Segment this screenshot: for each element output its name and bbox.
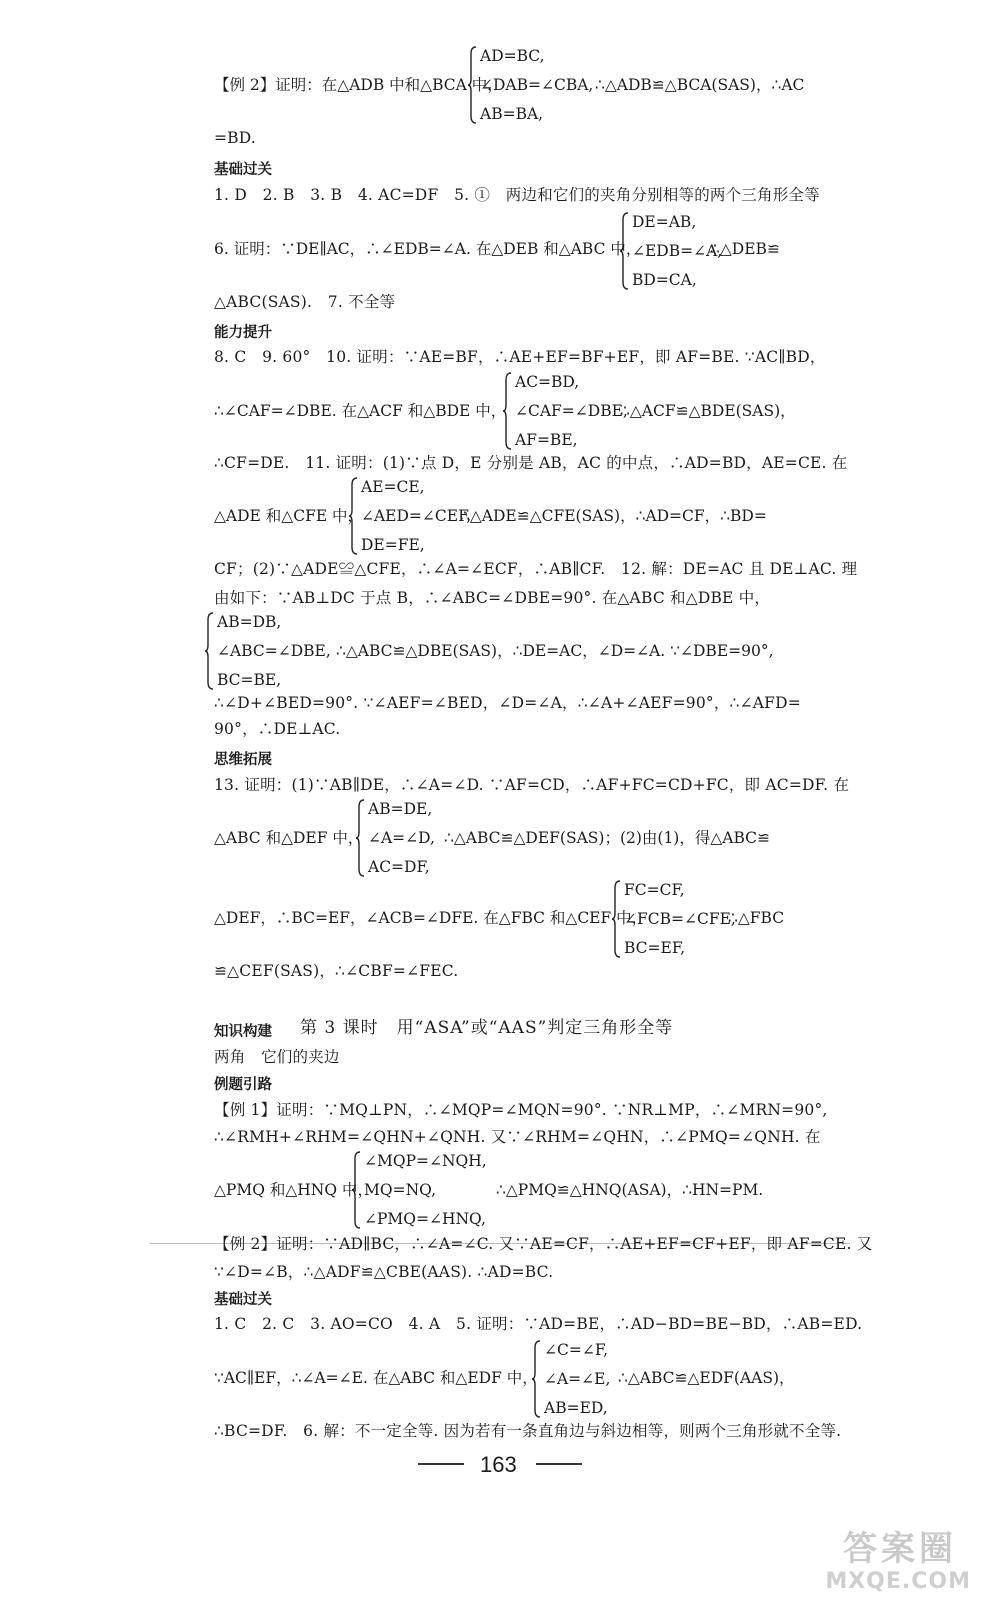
answer-line: 1. D 2. B 3. B 4. AC=DF 5. ① 两边和它们的夹角分别相等的两个三角形全等 [214,186,820,204]
answer-line: 两角 它们的夹边 [214,1048,340,1066]
q13-lead: △ABC 和△DEF 中， [214,829,364,847]
answer-line: 【例 2】证明：∵AD∥BC，∴∠A=∠C. 又∵AE=CF，∴AE+EF=CF+EF，即 AF=CE. 又 [214,1235,873,1253]
system-row: AB=DB, [217,613,282,631]
page-number-dash-right [536,1463,582,1465]
section-heading: 能力提升 [214,325,272,341]
watermark-text: 答案圈 [843,1529,957,1569]
answer-line: 【例 1】证明：∵MQ⊥PN，∴∠MQP=∠MQN=90°. ∵NR⊥MP，∴∠MRN=90°, [214,1101,828,1119]
system-row: AB=DE, [368,800,433,818]
q13b-lead: △DEF，∴BC=EF，∠ACB=∠DFE. 在△FBC 和△CEF 中， [214,909,648,927]
answer-line: ∴BC=DF. 6. 解：不一定全等. 因为若有一条直角边与斜边相等，则两个三角形就不全等. [214,1422,842,1440]
left-brace-icon [620,212,629,290]
system-row: AF=BE, [515,431,578,449]
answer-line: ∴∠D+∠BED=90°. ∵∠AEF=∠BED，∠D=∠A，∴∠A+∠AEF=90°，∴∠AFD= [214,694,801,712]
page-number-dash-left [418,1463,464,1465]
ex1-lead: △PMQ 和△HNQ 中， [214,1181,373,1199]
q13-tail: ∴△ABC≌△DEF(SAS)；(2)由(1)，得△ABC≌ [444,829,770,847]
system-row: BC=BE, [217,671,282,689]
system-row: AD=BC, [480,47,545,65]
left-brace-icon [468,46,477,124]
system-row: DE=FE, [361,536,425,554]
answer-line: CF；(2)∵△ADE≌△CFE，∴∠A=∠ECF，∴AB∥CF. 12. 解：DE=AC 且 DE⊥AC. 理 [214,560,858,578]
q10-tail: ∴△ACF≌△BDE(SAS)， [620,402,796,420]
left-brace-icon [356,799,365,877]
section-heading: 知识构建 [214,1024,272,1040]
answer-line: ∴∠RMH+∠RHM=∠QHN+∠QNH. 又∵∠RHM=∠QHN，∴∠PMQ=∠QNH. 在 [214,1128,821,1146]
system-row: AC=BD, [515,373,580,391]
system-row: DE=AB, [632,213,697,231]
system-row: ∠EDB=∠A, [632,242,723,260]
section-heading: 思维拓展 [214,752,272,768]
system-row: AB=BA, [480,105,544,123]
answer-line: 8. C 9. 60° 10. 证明：∵AE=BF，∴AE+EF=BF+EF，即 AF=BE. ∵AC∥BD， [214,348,826,366]
answer-line: 90°，∴DE⊥AC. [214,720,341,738]
q6-lead: 6. 证明：∵DE∥AC，∴∠EDB=∠A. 在△DEB 和△ABC 中， [214,240,642,258]
system-row: ∠AED=∠CEF, [361,507,472,525]
system-row: AC=DF, [368,858,430,876]
left-brace-icon [532,1340,541,1418]
system-row: FC=CF, [624,881,685,899]
q5-tail: ∴△ABC≌△EDF(AAS)， [618,1369,795,1387]
system-row: BD=CA, [632,271,697,289]
ex2-lead: 【例 2】证明：在△ADB 中和△BCA 中， [214,76,503,94]
system-row: MQ=NQ, [364,1181,436,1199]
system-row: ∠A=∠D, [368,829,435,847]
system-row: AB=ED, [544,1399,608,1417]
q12-tail: ∴△ABC≌△DBE(SAS)，∴DE=AC，∠D=∠A. ∵∠DBE=90°, [336,642,774,660]
q6-tail: ∴△DEB≌ [710,240,780,258]
q10-lead: ∴∠CAF=∠DBE. 在△ACF 和△BDE 中， [214,402,507,420]
left-brace-icon [503,372,512,450]
answer-line: 13. 证明：(1)∵AB∥DE，∴∠A=∠D. ∵AF=CD，∴AF+FC=CD+FC，即 AC=DF. 在 [214,776,850,794]
section-heading: 基础过关 [214,1292,272,1308]
system-row: ∠DAB=∠CBA, [480,76,594,94]
answer-line: 由如下：∵AB⊥DC 于点 B，∴∠ABC=∠DBE=90°. 在△ABC 和△DBE 中， [214,589,771,607]
answer-line: ≌△CEF(SAS)，∴∠CBF=∠FEC. [214,962,459,980]
watermark-url: MXQE.COM [825,1569,971,1594]
q11-lead: △ADE 和△CFE 中， [214,507,364,525]
watermark-logo [777,1522,977,1594]
q5-lead: ∵AC∥EF，∴∠A=∠E. 在△ABC 和△EDF 中， [214,1369,538,1387]
system-row: ∠ABC=∠DBE, [217,642,331,660]
page-number: 163 [480,1452,517,1477]
system-row: BC=EF, [624,939,686,957]
answer-line: ∴CF=DE. 11. 证明：(1)∵点 D，E 分别是 AB，AC 的中点，∴AD=BD，AE=CE. 在 [214,454,848,472]
lesson-title: 第 3 课时 用“ASA”或“AAS”判定三角形全等 [300,1018,674,1038]
system-row: ∠PMQ=∠HNQ, [364,1210,486,1228]
section-heading: 例题引路 [214,1077,272,1093]
left-brace-icon [352,1151,361,1229]
answer-line: △ABC(SAS). 7. 不全等 [214,293,396,311]
system-row: ∠CAF=∠DBE, [515,402,628,420]
q11-tail: ∴△ADE≌△CFE(SAS)，∴AD=CF，∴BD= [460,507,767,525]
left-brace-icon [205,612,214,690]
system-row: ∠C=∠F, [544,1341,609,1359]
answer-line: ∵∠D=∠B，∴△ADF≌△CBE(AAS). ∴AD=BC. [214,1263,554,1281]
system-row: ∠FCB=∠CFE, [624,910,736,928]
answer-line: 1. C 2. C 3. AO=CO 4. A 5. 证明：∵AD=BE，∴AD−BD=BE−BD，∴AB=ED. [214,1315,863,1333]
system-row: AE=CE, [361,478,425,496]
q13b-tail: ∴△FBC [728,909,785,927]
ex2-continuation: =BD. [214,129,256,147]
ex1-tail: ∴△PMQ≌△HNQ(ASA)，∴HN=PM. [496,1181,764,1199]
ex2-tail: ∴△ADB≌△BCA(SAS)，∴AC [595,76,805,94]
system-row: ∠MQP=∠NQH, [364,1152,487,1170]
system-row: ∠A=∠E, [544,1370,611,1388]
left-brace-icon [349,477,358,555]
section-heading: 基础过关 [214,162,272,178]
left-brace-icon [612,880,621,958]
